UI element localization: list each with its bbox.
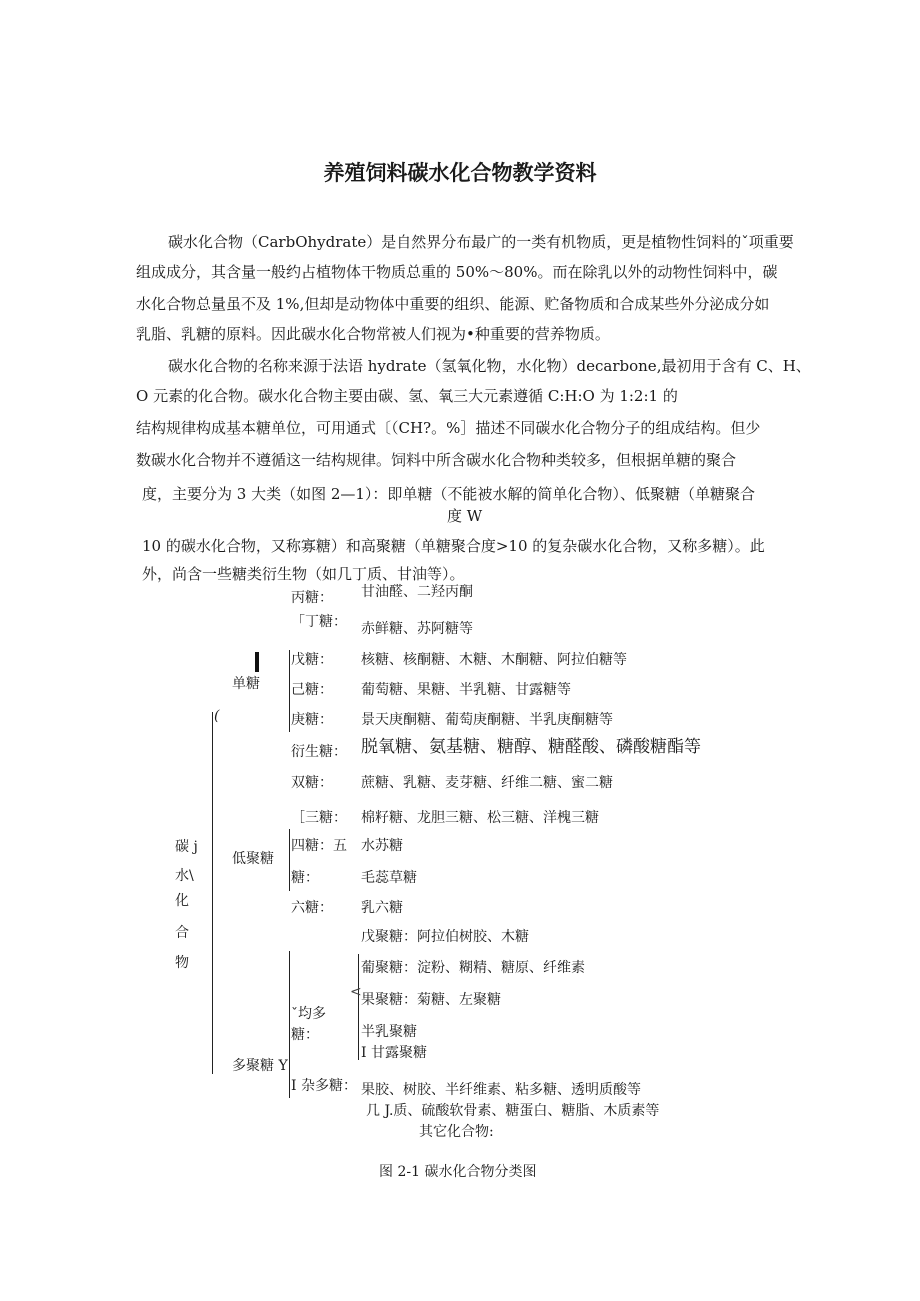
paragraph-line: 碳水化合物（CarbOhydrate）是自然界分布最广的一类有机物质，更是植物性饲料的ˇ项重要 [168,233,794,251]
root-char: 物 [175,955,189,971]
other-compounds-label: 其它化合物: [419,1124,494,1140]
row-value: 蔗糖、乳糖、麦芽糖、纤维二糖、蜜二糖 [361,775,613,791]
row-value: 脱氧糖、氨基糖、糖醇、糖醛酸、磷酸糖酯等 [361,737,701,757]
root-char: 水\ [175,868,194,884]
heteropolysaccharide-label: I 杂多糖： [291,1078,357,1094]
paragraph-line: 组成成分，其含量一般约占植物体干物质总重的 50%～80%。而在除乳以外的动物性饲料中，碳 [136,263,778,281]
monosaccharide-label: 单糖 [232,676,260,692]
root-bracket-line [212,712,213,1074]
root-char: 化 [175,893,189,909]
row-value: 赤鲜糖、苏阿糖等 [361,621,473,637]
row-key: 戊糖： [291,652,333,668]
paragraph-line: 碳水化合物的名称来源于法语 hydrate（氢氧化物，水化物）decarbone,最初用于含有 C、H、 [168,357,811,375]
homopolysaccharide-item: 果聚糖：菊糖、左聚糖 [361,992,501,1008]
homopolysaccharide-item: 半乳聚糖 [361,1024,417,1040]
paragraph-line: 度 W [447,507,483,525]
row-value: 葡萄糖、果糖、半乳糖、甘露糖等 [361,682,571,698]
homopolysaccharide-label: ˇ均多 [291,1006,326,1022]
row-value: 乳六糖 [361,900,403,916]
mono-bracket-line [289,650,290,732]
homopolysaccharide-item: 葡聚糖：淀粉、糊精、糖原、纤维素 [361,960,585,976]
homopolysaccharide-item: I 甘露聚糖 [361,1045,427,1061]
row-key: 四糖：五 [291,838,347,854]
homo-bracket-line [358,954,359,1060]
row-value: 甘油醛、二羟丙酮 [361,584,473,600]
paragraph-line: 乳脂、乳糖的原料。因此碳水化合物常被人们视为•种重要的营养物质。 [136,325,610,343]
row-key: ［三糖： [291,810,347,826]
mono-bracket-mark [255,652,259,672]
row-value: 水苏糖 [361,838,403,854]
paragraph-line: O 元素的化合物。碳水化合物主要由碳、氢、氧三大元素遵循 C:H:O 为 1:2:1 的 [136,387,678,405]
paragraph-line: 水化合物总量虽不及 1%,但却是动物体中重要的组织、能源、贮备物质和合成某些外分泌成分如 [136,295,770,313]
heteropolysaccharide-item: 几 J.质、硫酸软骨素、糖蛋白、糖脂、木质素等 [366,1103,660,1119]
root-char: 合 [175,925,189,941]
row-key: 丙糖： [291,590,333,606]
row-value: 核糖、核酮糖、木糖、木酮糖、阿拉伯糖等 [361,652,627,668]
paragraph-line: 结构规律构成基本糖单位，可用通式〔（CH?。%］描述不同碳水化合物分子的组成结构。但少 [136,419,761,437]
row-key: 双糖： [291,775,333,791]
paragraph-line: 数碳水化合物并不遵循这一结构规律。饲料中所含碳水化合物种类较多，但根据单糖的聚合 [136,451,737,469]
row-value: 毛蕊草糖 [361,870,417,886]
row-key: 己糖： [291,682,333,698]
row-value: 棉籽糖、龙胆三糖、松三糖、洋槐三糖 [361,810,599,826]
oligo-bracket-line [289,829,290,891]
row-value: 景天庚酮糖、葡萄庚酮糖、半乳庚酮糖等 [361,712,613,728]
row-key: 六糖： [291,900,333,916]
figure-caption: 图 2-1 碳水化合物分类图 [379,1164,537,1180]
root-char: 碳 j [175,839,198,855]
row-key: 糖： [291,870,319,886]
poly-bracket-line [289,951,290,1098]
heteropolysaccharide-item: 果胶、树胶、半纤维素、粘多糖、透明质酸等 [361,1082,641,1098]
polysaccharide-label: 多聚糖 Y [232,1058,288,1074]
row-key: 「丁糖： [291,614,347,630]
paragraph-line: 外，尚含一些糖类衍生物（如几丁质、甘油等）。 [142,565,465,583]
paragraph-line: 度，主要分为 3 大类（如图 2—1）：即单糖（不能被水解的简单化合物）、低聚糖（单糖聚合 [142,485,755,503]
paragraph-line: 10 的碳水化合物，又称寡糖）和高聚糖（单糖聚合度>10 的复杂碳水化合物，又称多糖）。此 [142,537,765,555]
root-paren: ( [214,708,220,724]
homopolysaccharide-label: 糖： [291,1027,319,1043]
row-key: 庚糖： [291,712,333,728]
row-key: 衍生糖： [291,744,347,760]
homopolysaccharide-item: 戊聚糖：阿拉伯树胶、木糖 [361,929,529,945]
oligosaccharide-label: 低聚糖 [232,851,274,867]
angle-mark: < [350,984,362,1000]
page-title: 养殖饲料碳水化合物教学资料 [323,161,597,185]
